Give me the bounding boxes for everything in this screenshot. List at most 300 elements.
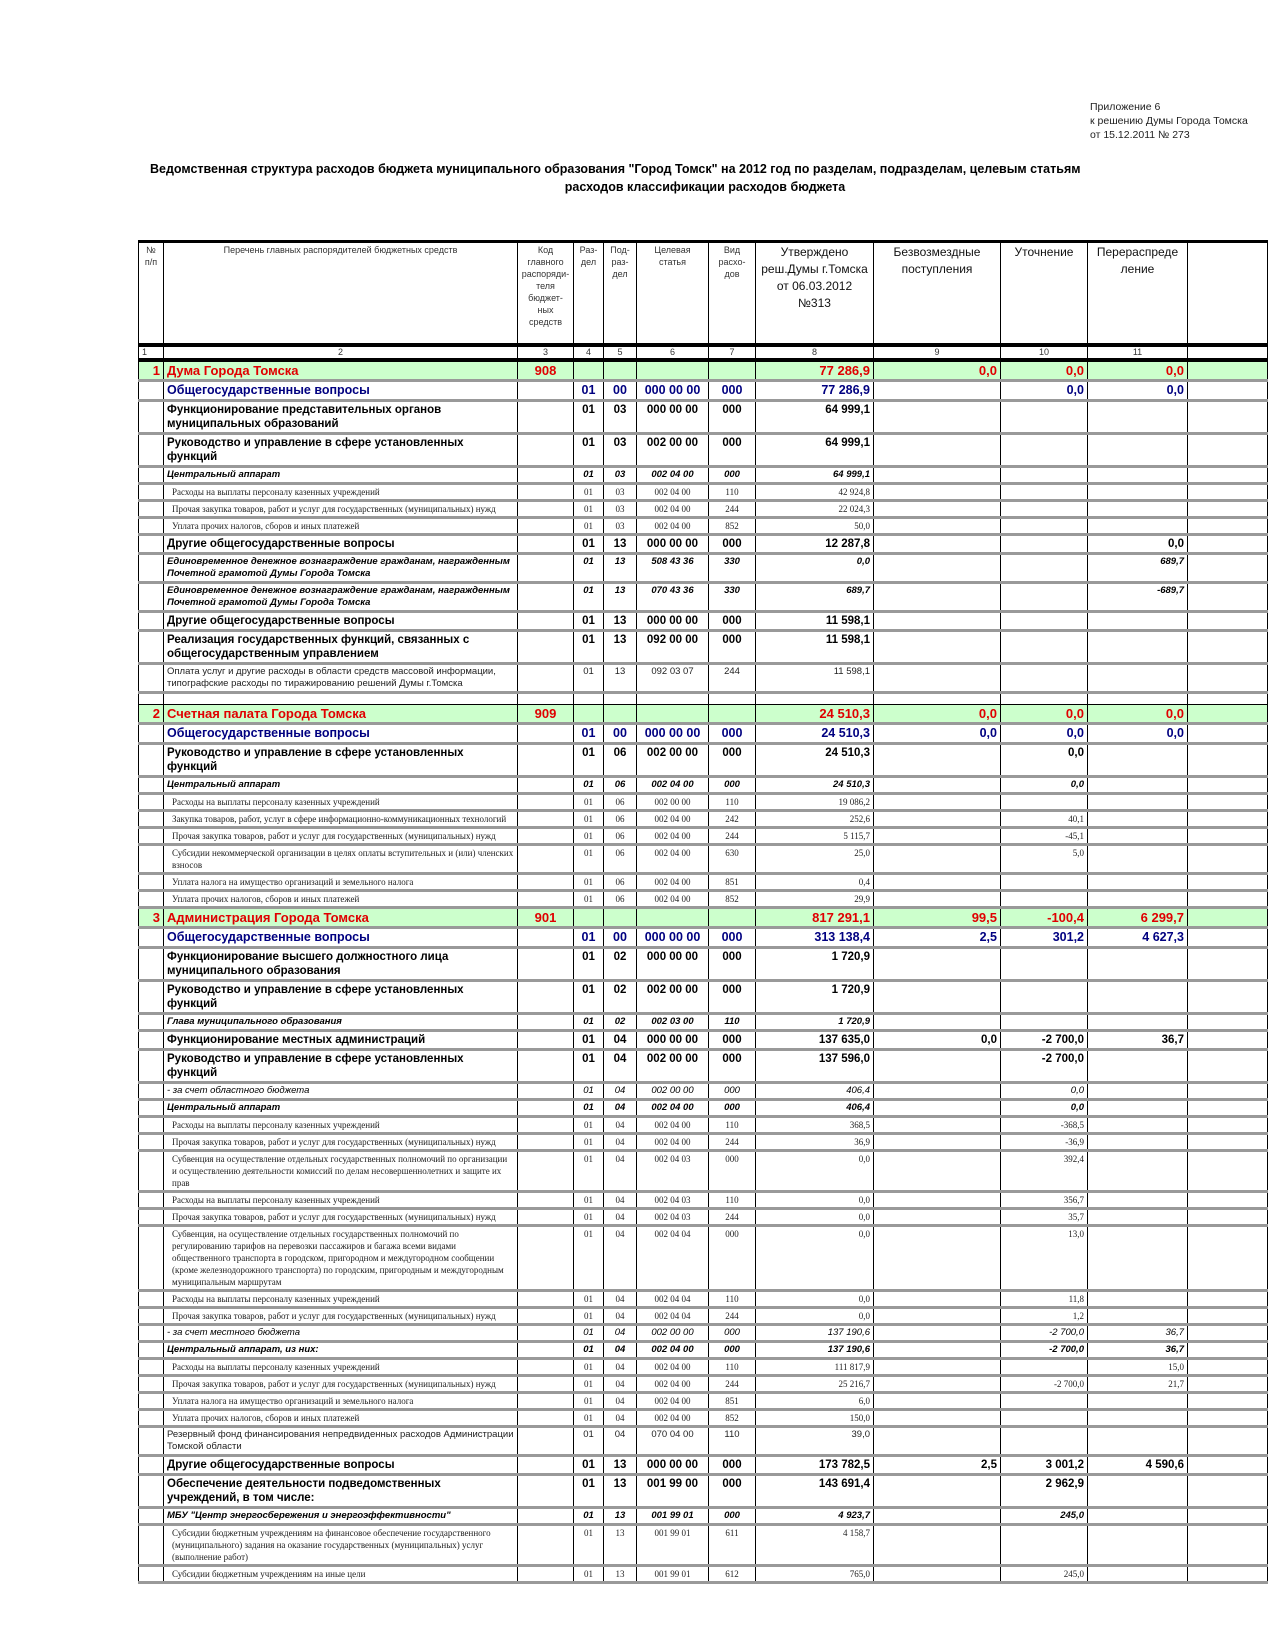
target-article: 001 99 01 [637,1525,709,1566]
row-number [139,381,164,401]
grants-amount [874,501,1001,518]
expense-type: 244 [709,1376,756,1393]
column-number: 3 [518,345,574,360]
section-code: 01 [574,724,604,744]
section-code: 01 [574,1291,604,1308]
section-code: 01 [574,1014,604,1031]
grants-amount [874,874,1001,891]
row-name: Единовременное денежное вознаграждение гражданам, награжденным Почетной грамотой Думы Города Томска [164,583,518,612]
subsection-code: 13 [604,554,637,583]
grants-amount [874,1393,1001,1410]
redistribution-amount [1088,1291,1188,1308]
subsection-code: 13 [604,664,637,693]
table-row [139,1393,1268,1410]
section-code: 01 [574,1226,604,1291]
column-number: 9 [874,345,1001,360]
approved-amount: 25,0 [756,845,874,874]
refinement-amount: 0,0 [1001,705,1088,724]
approved-amount: 6,0 [756,1393,874,1410]
column-number: 6 [637,345,709,360]
target-article: 070 43 36 [637,583,709,612]
table-row [139,535,1268,554]
extra-cell [1188,1192,1268,1209]
row-number [139,1151,164,1192]
extra-cell [1188,1359,1268,1376]
section-code: 01 [574,1100,604,1117]
section-code: 01 [574,1376,604,1393]
target-article: 002 04 00 [637,828,709,845]
redistribution-amount [1088,518,1188,535]
org-code [518,1427,574,1456]
expense-type: 000 [709,1475,756,1508]
target-article: 002 04 00 [637,845,709,874]
approved-amount: 0,0 [756,554,874,583]
table-row [139,664,1268,693]
subsection-code: 03 [604,484,637,501]
subsection-code [604,908,637,928]
org-code: 908 [518,360,574,381]
grants-amount [874,1427,1001,1456]
row-name: Субвенция на осуществление отдельных государственных полномочий по организации и осуществлению деятельности комиссий по делам несовершеннолетних и защите их прав [164,1151,518,1192]
appendix-line: к решению Думы Города Томска [1090,115,1248,127]
section-code: 01 [574,1050,604,1083]
expense-type: 242 [709,811,756,828]
section-code: 01 [574,401,604,434]
header-col-code: Код главного распоряди-теля бюджет-ных средств [518,242,574,346]
row-number [139,693,164,705]
refinement-amount [1001,501,1088,518]
subsection-code [604,360,637,381]
approved-amount: 64 999,1 [756,434,874,467]
grants-amount: 0,0 [874,724,1001,744]
table-row [139,1475,1268,1508]
row-number [139,1342,164,1359]
section-code: 01 [574,501,604,518]
org-code [518,554,574,583]
extra-cell [1188,1308,1268,1325]
org-code [518,874,574,891]
table-row [139,1291,1268,1308]
row-number [139,948,164,981]
table-row [139,845,1268,874]
target-article: 002 00 00 [637,1325,709,1342]
row-name: Уплата прочих налогов, сборов и иных платежей [164,1410,518,1427]
org-code [518,1117,574,1134]
refinement-amount [1001,981,1088,1014]
target-article: 002 04 00 [637,1376,709,1393]
header-row [139,242,1268,346]
subsection-code: 13 [604,1475,637,1508]
expense-type: 000 [709,1456,756,1475]
expense-type: 110 [709,1359,756,1376]
target-article: 002 04 00 [637,891,709,908]
expense-type: 000 [709,631,756,664]
redistribution-amount [1088,1525,1188,1566]
grants-amount [874,1376,1001,1393]
expense-type: 000 [709,777,756,794]
grants-amount [874,1308,1001,1325]
org-code [518,1192,574,1209]
appendix-note [1090,100,1270,142]
section-code [574,908,604,928]
redistribution-amount: 36,7 [1088,1031,1188,1050]
grants-amount [874,1525,1001,1566]
refinement-amount [1001,1359,1088,1376]
row-name: Общегосударственные вопросы [164,381,518,401]
table-row [139,1525,1268,1566]
row-number [139,811,164,828]
refinement-amount [1001,484,1088,501]
section-code: 01 [574,1410,604,1427]
appendix-line: Приложение 6 [1090,101,1161,113]
row-name: Субсидии бюджетным учреждениям на финансовое обеспечение государственного (муниципального) задания на оказание государственных (муниципальных) услуг (выполнение работ) [164,1525,518,1566]
target-article: 000 00 00 [637,1456,709,1475]
row-number [139,744,164,777]
refinement-amount [1001,874,1088,891]
expense-type: 000 [709,1342,756,1359]
extra-cell [1188,535,1268,554]
extra-cell [1188,1134,1268,1151]
approved-amount: 11 598,1 [756,631,874,664]
row-name: Центральный аппарат [164,467,518,484]
column-number: 4 [574,345,604,360]
column-number: 8 [756,345,874,360]
subsection-code: 04 [604,1410,637,1427]
section-code [574,360,604,381]
column-number: 7 [709,345,756,360]
expense-type: 000 [709,1083,756,1100]
row-number [139,612,164,631]
extra-cell [1188,484,1268,501]
section-code: 01 [574,1427,604,1456]
section-code: 01 [574,1342,604,1359]
row-name: Общегосударственные вопросы [164,928,518,948]
org-code [518,664,574,693]
extra-cell [1188,724,1268,744]
expense-type: 000 [709,1226,756,1291]
target-article: 002 03 00 [637,1014,709,1031]
extra-cell [1188,1226,1268,1291]
section-code [574,693,604,705]
refinement-amount: 3 001,2 [1001,1456,1088,1475]
target-article: 000 00 00 [637,928,709,948]
approved-amount: 12 287,8 [756,535,874,554]
redistribution-amount [1088,1050,1188,1083]
section-code: 01 [574,381,604,401]
target-article: 002 04 04 [637,1291,709,1308]
redistribution-amount [1088,434,1188,467]
refinement-amount: -2 700,0 [1001,1376,1088,1393]
table-row [139,928,1268,948]
table-row [139,467,1268,484]
approved-amount: 77 286,9 [756,360,874,381]
row-number [139,583,164,612]
extra-cell [1188,744,1268,777]
table-row [139,1117,1268,1134]
expense-type: 000 [709,948,756,981]
redistribution-amount [1088,693,1188,705]
org-code [518,1393,574,1410]
section-code: 01 [574,535,604,554]
table-row [139,1014,1268,1031]
expense-type: 110 [709,1291,756,1308]
row-number [139,1014,164,1031]
redistribution-amount [1088,484,1188,501]
expense-type: 000 [709,1050,756,1083]
subsection-code: 13 [604,612,637,631]
org-code [518,1226,574,1291]
row-number [139,1134,164,1151]
redistribution-amount: 36,7 [1088,1325,1188,1342]
expense-type: 244 [709,664,756,693]
extra-cell [1188,1393,1268,1410]
target-article: 070 04 00 [637,1427,709,1456]
subsection-code: 04 [604,1376,637,1393]
refinement-amount [1001,794,1088,811]
approved-amount: 406,4 [756,1083,874,1100]
refinement-amount [1001,891,1088,908]
row-name: Администрация Города Томска [164,908,518,928]
extra-cell [1188,811,1268,828]
subsection-code: 04 [604,1050,637,1083]
header-col-target: Целевая статья [637,242,709,346]
expense-type: 000 [709,401,756,434]
grants-amount [874,381,1001,401]
target-article: 002 04 04 [637,1308,709,1325]
subsection-code: 06 [604,874,637,891]
target-article: 092 00 00 [637,631,709,664]
redistribution-amount [1088,874,1188,891]
refinement-amount [1001,518,1088,535]
org-code [518,1508,574,1525]
grants-amount [874,794,1001,811]
row-number [139,1525,164,1566]
redistribution-amount [1088,811,1188,828]
row-number [139,874,164,891]
extra-cell [1188,1117,1268,1134]
row-name: Реализация государственных функций, связанных с общегосударственным управлением [164,631,518,664]
approved-amount: 64 999,1 [756,467,874,484]
refinement-amount: -2 700,0 [1001,1031,1088,1050]
extra-cell [1188,794,1268,811]
subsection-code: 04 [604,1308,637,1325]
row-name: МБУ "Центр энергосбережения и энергоэффективности" [164,1508,518,1525]
row-name: - за счет областного бюджета [164,1083,518,1100]
extra-cell [1188,981,1268,1014]
extra-cell [1188,554,1268,583]
section-code: 01 [574,828,604,845]
approved-amount: 42 924,8 [756,484,874,501]
subsection-code: 03 [604,518,637,535]
target-article: 001 99 01 [637,1566,709,1583]
table-row [139,1151,1268,1192]
extra-cell [1188,612,1268,631]
expense-type: 000 [709,1031,756,1050]
target-article [637,693,709,705]
extra-cell [1188,705,1268,724]
grants-amount [874,1325,1001,1342]
row-number [139,664,164,693]
section-code: 01 [574,744,604,777]
row-number [139,1456,164,1475]
column-number: 10 [1001,345,1088,360]
section-code: 01 [574,484,604,501]
refinement-amount [1001,1410,1088,1427]
section-code: 01 [574,1508,604,1525]
row-name: Расходы на выплаты персоналу казенных учреждений [164,1359,518,1376]
table-row [139,1100,1268,1117]
row-name: Уплата прочих налогов, сборов и иных платежей [164,518,518,535]
redistribution-amount [1088,467,1188,484]
redistribution-amount: 21,7 [1088,1376,1188,1393]
redistribution-amount: 0,0 [1088,381,1188,401]
refinement-amount [1001,1014,1088,1031]
subsection-code: 13 [604,1525,637,1566]
row-number [139,845,164,874]
grants-amount [874,1226,1001,1291]
org-code: 909 [518,705,574,724]
section-code: 01 [574,631,604,664]
org-code [518,1525,574,1566]
column-number: 11 [1088,345,1188,360]
row-number [139,1100,164,1117]
header-col-number: № п/п [139,242,164,346]
grants-amount [874,1117,1001,1134]
row-name: Другие общегосударственные вопросы [164,1456,518,1475]
row-name: Оплата услуг и другие расходы в области средств массовой информации, типографские расходы по тиражированию решений Думы г.Томска [164,664,518,693]
grants-amount [874,1209,1001,1226]
extra-cell [1188,1376,1268,1393]
section-code: 01 [574,1456,604,1475]
row-name: Прочая закупка товаров, работ и услуг для государственных (муниципальных) нужд [164,1209,518,1226]
header-col-name: Перечень главных распорядителей бюджетных средств [164,242,518,346]
row-number [139,1209,164,1226]
extra-cell [1188,693,1268,705]
row-name: - за счет местного бюджета [164,1325,518,1342]
subsection-code: 04 [604,1342,637,1359]
org-code [518,1014,574,1031]
expense-type: 612 [709,1566,756,1583]
grants-amount [874,777,1001,794]
approved-amount: 817 291,1 [756,908,874,928]
refinement-amount: 245,0 [1001,1508,1088,1525]
target-article: 002 04 04 [637,1226,709,1291]
subsection-code: 04 [604,1359,637,1376]
row-name: Субсидии бюджетным учреждениям на иные цели [164,1566,518,1583]
expense-type: 000 [709,434,756,467]
org-code [518,1410,574,1427]
expense-type [709,693,756,705]
redistribution-amount [1088,501,1188,518]
target-article: 002 04 03 [637,1151,709,1192]
section-code: 01 [574,1134,604,1151]
target-article: 000 00 00 [637,401,709,434]
refinement-amount [1001,612,1088,631]
org-code [518,501,574,518]
table-row [139,401,1268,434]
refinement-amount: -100,4 [1001,908,1088,928]
approved-amount: 4 158,7 [756,1525,874,1566]
subsection-code: 13 [604,583,637,612]
approved-amount: 406,4 [756,1100,874,1117]
refinement-amount: 0,0 [1001,1100,1088,1117]
header-col-section: Раз-дел [574,242,604,346]
expense-type: 110 [709,1427,756,1456]
expense-type: 611 [709,1525,756,1566]
approved-amount [756,693,874,705]
extra-cell [1188,1031,1268,1050]
table-row [139,1031,1268,1050]
extra-cell [1188,583,1268,612]
redistribution-amount [1088,1209,1188,1226]
refinement-amount: -45,1 [1001,828,1088,845]
approved-amount: 29,9 [756,891,874,908]
extra-cell [1188,1325,1268,1342]
approved-amount: 24 510,3 [756,777,874,794]
appendix-line: от 15.12.2011 № 273 [1090,129,1190,141]
target-article: 002 04 00 [637,484,709,501]
row-number: 2 [139,705,164,724]
table-row [139,777,1268,794]
expense-type: 330 [709,583,756,612]
subsection-code: 03 [604,467,637,484]
approved-amount: 368,5 [756,1117,874,1134]
refinement-amount: -368,5 [1001,1117,1088,1134]
grants-amount [874,1359,1001,1376]
row-number [139,724,164,744]
row-name: Единовременное денежное вознаграждение гражданам, награжденным Почетной грамотой Думы Города Томска [164,554,518,583]
subsection-code: 13 [604,1456,637,1475]
refinement-amount [1001,1393,1088,1410]
approved-amount: 11 598,1 [756,664,874,693]
row-name: Функционирование местных администраций [164,1031,518,1050]
header-col-redistribution: Перераспреде ление [1088,242,1188,346]
subsection-code: 00 [604,724,637,744]
target-article: 002 00 00 [637,744,709,777]
redistribution-amount: 689,7 [1088,554,1188,583]
extra-cell [1188,1566,1268,1583]
redistribution-amount [1088,1427,1188,1456]
row-number [139,1427,164,1456]
approved-amount: 0,0 [756,1291,874,1308]
org-code [518,1100,574,1117]
row-number [139,1566,164,1583]
grants-amount [874,484,1001,501]
table-row [139,891,1268,908]
grants-amount [874,891,1001,908]
row-name: Обеспечение деятельности подведомственных учреждений, в том числе: [164,1475,518,1508]
subsection-code: 04 [604,1151,637,1192]
row-number [139,631,164,664]
org-code [518,381,574,401]
org-code [518,845,574,874]
target-article: 002 04 00 [637,777,709,794]
grants-amount [874,1508,1001,1525]
redistribution-amount [1088,664,1188,693]
refinement-amount: 1,2 [1001,1308,1088,1325]
org-code [518,828,574,845]
subsection-code: 00 [604,928,637,948]
row-number [139,1359,164,1376]
redistribution-amount [1088,845,1188,874]
refinement-amount: 356,7 [1001,1192,1088,1209]
grants-amount: 0,0 [874,360,1001,381]
refinement-amount: -36,9 [1001,1134,1088,1151]
table-row [139,1456,1268,1475]
approved-amount: 150,0 [756,1410,874,1427]
section-code [574,705,604,724]
expense-type: 000 [709,612,756,631]
